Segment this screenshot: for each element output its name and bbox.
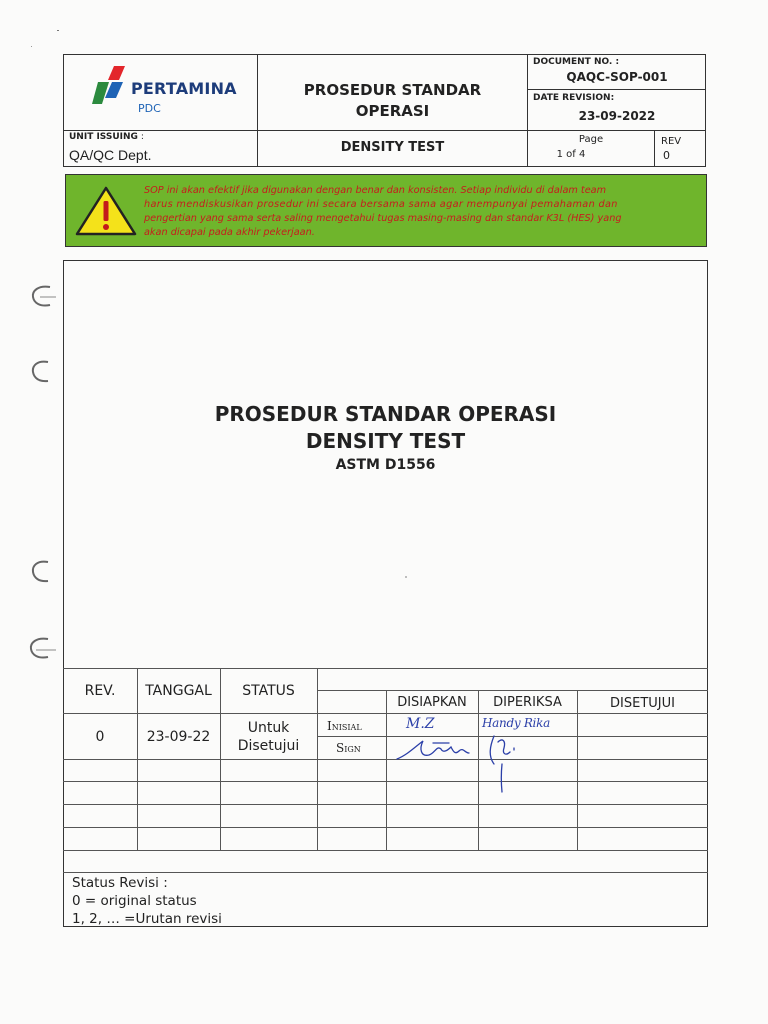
date-revision-value: 23-09-2022 — [578, 109, 656, 123]
row-rev: 0 — [95, 729, 105, 745]
col-header-rev: REV. — [84, 683, 116, 699]
document-no-label: DOCUMENT NO. : — [533, 57, 620, 67]
unit-issuing-label-wrap — [69, 132, 144, 142]
header-title-line2: OPERASI — [355, 102, 430, 120]
date-revision-label: DATE REVISION: — [533, 93, 615, 103]
speck — [31, 46, 32, 47]
disiapkan-inisial: M.Z — [406, 716, 435, 732]
pertamina-logo-icon — [92, 64, 132, 108]
status-revisi-title: Status Revisi : — [72, 875, 168, 891]
logo-brand-text: PERTAMINA — [131, 79, 237, 98]
binder-hole-mark — [26, 635, 48, 661]
page-value: 1 of 4 — [556, 149, 586, 160]
speck — [405, 576, 407, 578]
warning-line-2: harus mendiskusikan prosedur ini secara bersama sama agar mempunyai pemahaman dan — [144, 199, 618, 210]
col-header-status: STATUS — [242, 683, 295, 699]
col-header-disiapkan: DISIAPKAN — [397, 695, 467, 710]
col-header-diperiksa: DIPERIKSA — [493, 695, 562, 710]
header-title — [258, 80, 527, 122]
warning-text — [144, 184, 700, 240]
speck — [57, 30, 59, 31]
warning-triangle-icon — [75, 186, 137, 236]
warning-line-3: pengertian yang sama serta saling mengetahui tugas masing-masing dan standar K3L (HES) yang — [144, 213, 622, 224]
row-status-line1: Untuk — [247, 720, 290, 736]
cover-title-1: PROSEDUR STANDAR OPERASI — [214, 402, 557, 426]
unit-issuing-value: QA/QC Dept. — [69, 147, 152, 163]
diperiksa-inisial: Handy Rika — [482, 716, 550, 730]
warning-line-4: akan dicapai pada akhir pekerjaan. — [144, 227, 315, 238]
sign-label: Sign — [336, 741, 361, 755]
status-revisi-line2: 1, 2, … =Urutan revisi — [72, 911, 222, 927]
unit-issuing-colon: : — [137, 132, 144, 142]
row-status-line2: Disetujui — [237, 738, 300, 754]
pertamina-logo — [92, 64, 237, 115]
row-status — [220, 719, 317, 755]
col-header-disetujui: DISETUJUI — [610, 696, 675, 711]
binder-hole-mark — [28, 283, 50, 309]
row-tanggal: 23-09-22 — [146, 729, 211, 745]
status-revisi — [72, 874, 222, 928]
logo-sub-text: PDC — [138, 102, 161, 115]
warning-banner — [65, 174, 707, 247]
col-header-tanggal: TANGGAL — [145, 683, 212, 699]
document-no-value: QAQC-SOP-001 — [566, 70, 668, 84]
rev-value: 0 — [663, 149, 670, 162]
binder-hole-mark — [28, 358, 50, 384]
header-subject: DENSITY TEST — [340, 140, 445, 155]
inisial-label: Inisial — [327, 719, 362, 733]
page-label: Page — [578, 134, 604, 145]
cover-subtitle: ASTM D1556 — [335, 457, 436, 473]
unit-issuing-label: UNIT ISSUING — [69, 132, 138, 142]
cover-title-2: DENSITY TEST — [305, 429, 466, 453]
header-title-line1: PROSEDUR STANDAR — [303, 81, 482, 99]
status-revisi-line1: 0 = original status — [72, 893, 197, 909]
diperiksa-signature — [484, 734, 544, 794]
warning-line-1: SOP ini akan efektif jika digunakan dengan benar dan konsisten. Setiap individu di dalam team — [144, 185, 607, 196]
binder-hole-mark — [28, 558, 50, 584]
rev-label: REV — [661, 136, 682, 147]
disiapkan-signature — [393, 737, 483, 763]
